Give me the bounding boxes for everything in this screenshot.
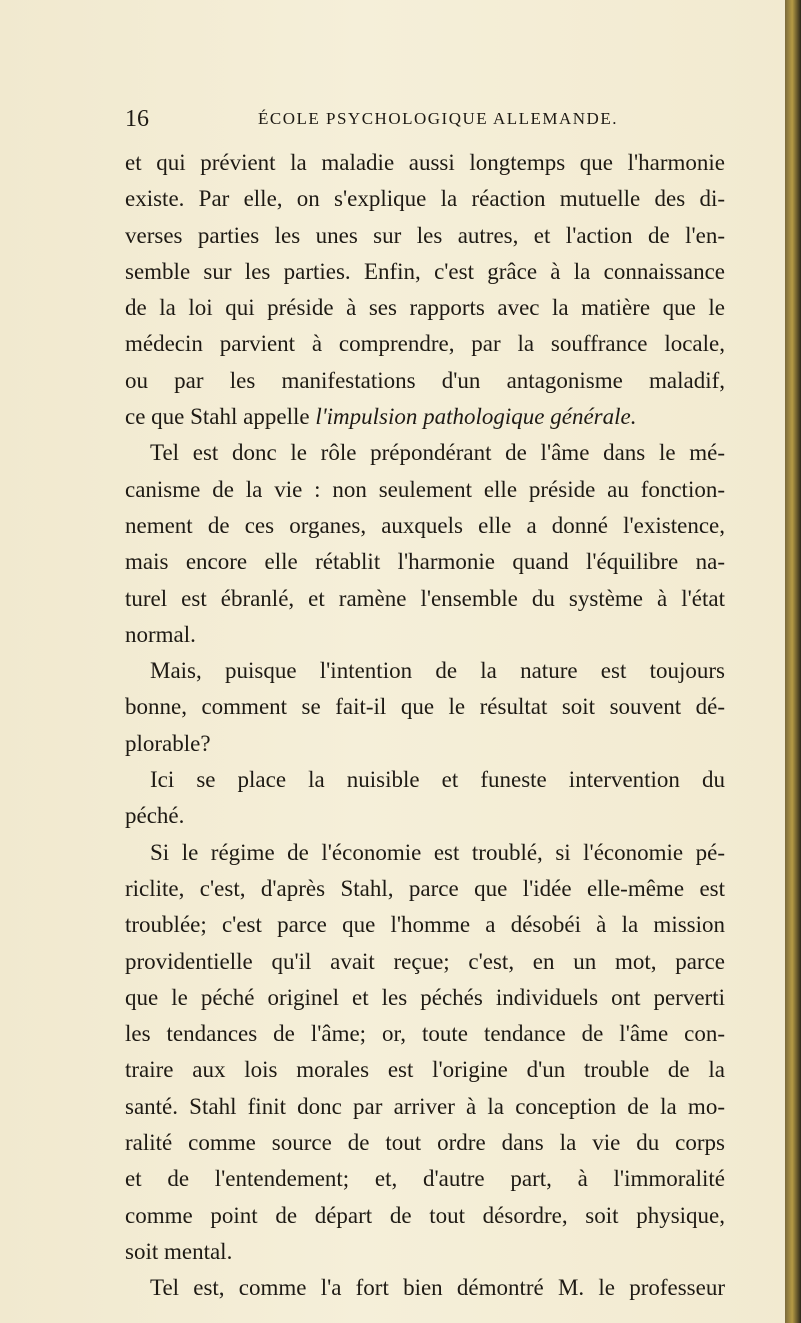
text-line — [125, 399, 725, 435]
paragraph-start-line: Mais, puisque l'intention de la nature est toujours — [150, 658, 725, 684]
running-title: ÉCOLE PSYCHOLOGIQUE ALLEMANDE. — [258, 109, 618, 128]
text-line: que le péché originel et les péchés individuels ont perverti — [125, 984, 725, 1010]
text-line: bonne, comment se fait-il que le résultat soit souvent dé- — [125, 694, 725, 720]
text-line: troublée; c'est parce que l'homme a désobéi à la mission — [125, 912, 725, 938]
paragraph-start-line: Tel est donc le rôle prépondérant de l'âme dans le mé- — [150, 440, 725, 466]
text-line: et de l'entendement; et, d'autre part, à l'immoralité — [125, 1166, 725, 1192]
paragraph-start-line: Si le régime de l'économie est troublé, si l'économie pé- — [150, 839, 725, 865]
text-line: péché. — [125, 803, 185, 829]
text-line: verses parties les unes sur les autres, et l'action de l'en- — [125, 222, 725, 248]
text-segment: ce que Stahl appelle — [125, 404, 316, 430]
page-number: 16 — [125, 106, 149, 132]
text-line: traire aux lois morales est l'origine d'un trouble de la — [125, 1057, 725, 1083]
text-line: ralité comme source de tout ordre dans la vie du corps — [125, 1130, 725, 1156]
text-line: ou par les manifestations d'un antagonisme maladif, — [125, 367, 725, 393]
text-line: nement de ces organes, auxquels elle a donné l'existence, — [125, 512, 725, 538]
text-line: soit mental. — [125, 1238, 233, 1264]
paragraph-start-line: Tel est, comme l'a fort bien démontré M. le professeur — [150, 1275, 725, 1301]
text-line: médecin parvient à comprendre, par la souffrance locale, — [125, 331, 725, 357]
text-line: de la loi qui préside à ses rapports avec la matière que le — [125, 295, 725, 321]
page-edge-shadow — [785, 0, 801, 1323]
page-header — [125, 104, 745, 134]
text-line: existe. Par elle, on s'explique la réaction mutuelle des di- — [125, 186, 725, 212]
text-line: et qui prévient la maladie aussi longtemps que l'harmonie — [125, 150, 725, 175]
text-line: santé. Stahl finit donc par arriver à la conception de la mo- — [125, 1093, 725, 1119]
text-line: riclite, c'est, d'après Stahl, parce que l'idée elle-même est — [125, 875, 725, 901]
paragraph-start-line: Ici se place la nuisible et funeste intervention du — [150, 767, 725, 793]
text-line: plorable? — [125, 730, 211, 756]
text-line: turel est ébranlé, et ramène l'ensemble du système à l'état — [125, 585, 725, 611]
text-line: providentielle qu'il avait reçue; c'est, en un mot, parce — [125, 948, 725, 974]
text-line: les tendances de l'âme; or, toute tendance de l'âme con- — [125, 1021, 725, 1047]
text-line: semble sur les parties. Enfin, c'est grâce à la connaissance — [125, 258, 725, 284]
text-line: mais encore elle rétablit l'harmonie quand l'équilibre na- — [125, 549, 725, 575]
text-line: normal. — [125, 621, 196, 647]
text-line: comme point de départ de tout désordre, soit physique, — [125, 1202, 725, 1228]
text-line: canisme de la vie : non seulement elle préside au fonction- — [125, 476, 725, 502]
body-text — [125, 145, 725, 1307]
italic-phrase: l'impulsion pathologique générale. — [315, 404, 637, 430]
